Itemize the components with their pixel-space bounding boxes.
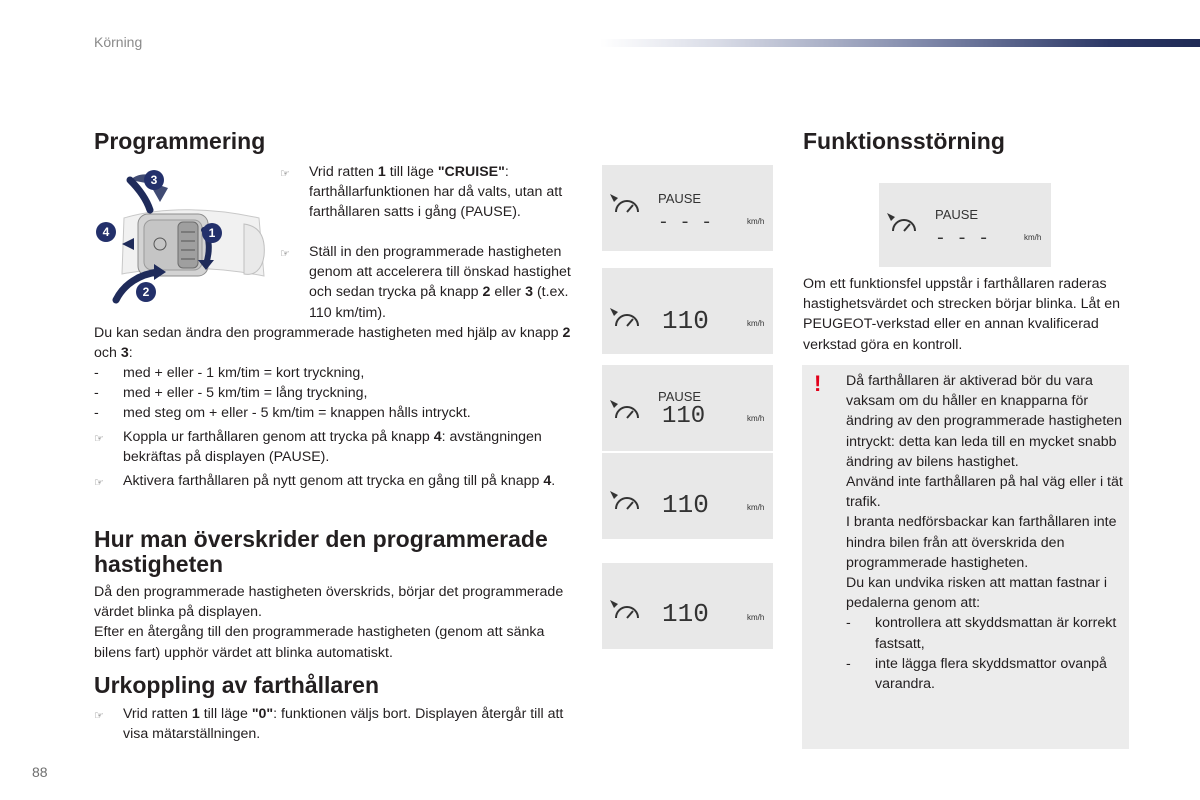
unit-label: km/h <box>1024 233 1042 242</box>
callout-4: 4 <box>96 222 116 242</box>
unit-label: km/h <box>747 414 765 423</box>
adjust-paragraph <box>94 323 574 363</box>
list-item: - inte lägga flera skyddsmattor ovanpå varandra. <box>846 654 1124 694</box>
callout-3: 3 <box>144 170 164 190</box>
header-bar <box>600 39 1200 47</box>
callout-2: 2 <box>136 282 156 302</box>
fault-paragraph: Om ett funktionsfel uppstår i farthållaren raderas hastighetsvärdet och strecken börjar blinka. Låt en PEUGEOT-verkstad eller en annan kvalificerad verkstad göra en kontroll. <box>803 276 1121 353</box>
text: Koppla ur farthållaren genom att trycka på knapp <box>123 429 434 445</box>
speed-readout: 110 <box>662 403 706 430</box>
list-text: med steg om + eller - 5 km/tim = knappen hålls intryckt. <box>123 405 471 422</box>
paragraph: Då den programmerade hastigheten överskrids, börjar det programmerade värdet blinka på displayen. <box>94 584 564 621</box>
text: Du kan sedan ändra den programmerade hastigheten med hjälp av knapp <box>94 325 563 341</box>
list-text: med + eller - 5 km/tim = lång tryckning, <box>123 385 368 402</box>
pause-label: PAUSE <box>658 389 702 404</box>
cruise-stalk-illustration <box>94 166 274 308</box>
speed-readout: 110 <box>662 490 709 520</box>
list-item: - med + eller - 1 km/tim = kort tryckning, <box>94 363 584 383</box>
list-text: inte lägga flera skyddsmattor ovanpå varandra. <box>875 655 1107 693</box>
button-ref: 3 <box>525 284 533 301</box>
list-item: - med + eller - 5 km/tim = lång tryckning, <box>94 383 584 403</box>
text: eller <box>490 284 526 301</box>
paragraph: Du kan undvika risken att mattan fastnar i pedalerna genom att: <box>846 575 1108 612</box>
mode-ref: "CRUISE" <box>437 164 505 180</box>
speed-readout: 110 <box>662 599 709 629</box>
button-ref: 4 <box>433 429 442 445</box>
step-select-cruise <box>280 162 580 223</box>
list-text: kontrollera att skyddsmattan är korrekt fastsatt, <box>875 615 1117 652</box>
list-item: - kontrollera att skyddsmattan är korrekt fastsatt, <box>846 613 1124 653</box>
hand-pointer-icon: ☞ <box>280 168 290 180</box>
text: till läge <box>385 164 438 180</box>
hand-pointer-icon: ☞ <box>94 433 104 445</box>
button-ref: 2 <box>482 284 491 301</box>
step-reactivate <box>94 471 584 493</box>
speed-readout: 110 <box>662 306 709 336</box>
hand-pointer-icon: ☞ <box>94 710 104 722</box>
speed-readout: - - - <box>658 213 713 233</box>
button-ref: 2 <box>562 325 571 341</box>
unit-label: km/h <box>747 613 765 622</box>
text: och <box>94 345 121 362</box>
list-text: med + eller - 1 km/tim = kort tryckning, <box>123 365 365 381</box>
button-ref: 1 <box>377 164 386 180</box>
unit-label: km/h <box>747 217 765 226</box>
text: till läge <box>199 706 252 722</box>
text: Vrid ratten <box>123 706 192 722</box>
text: . <box>551 473 556 489</box>
hand-pointer-icon: ☞ <box>280 248 290 260</box>
text: : funktionen väljs bort. Displayen återgår till att visa mätarställningen. <box>123 706 564 743</box>
step-set-speed <box>280 242 580 323</box>
button-ref: 1 <box>191 706 200 722</box>
pause-label: PAUSE <box>658 191 702 206</box>
page-number: 88 <box>32 764 48 780</box>
step-disconnect <box>94 704 584 744</box>
warning-text <box>846 371 1124 694</box>
cruise-speedometer-icon <box>610 194 638 212</box>
speed-readout: - - - <box>935 229 990 249</box>
button-ref: 4 <box>543 473 552 489</box>
cruise-speedometer-icon <box>610 400 638 418</box>
button-ref: 3 <box>120 345 129 362</box>
unit-label: km/h <box>747 319 765 328</box>
paragraph: Använd inte farthållaren på hal väg eller i tät trafik. <box>846 474 1123 511</box>
display-panel <box>602 453 773 539</box>
adjust-list <box>94 363 584 424</box>
list-item: - med steg om + eller - 5 km/tim = knappen hålls intryckt. <box>94 403 584 423</box>
overspeed-text <box>94 582 584 663</box>
text: Vrid ratten <box>309 164 378 180</box>
section-label: Körning <box>94 34 143 50</box>
pause-label: PAUSE <box>935 207 979 222</box>
paragraph: Efter en återgång till den programmerade hastigheten (genom att sänka bilens fart) upphör värdet att blinka automatiskt. <box>94 624 545 661</box>
display-panel <box>602 563 773 649</box>
overspeed-title: Hur man överskrider den programmerade hastigheten <box>94 526 548 577</box>
hand-pointer-icon: ☞ <box>94 477 104 489</box>
step-disengage <box>94 427 584 467</box>
fault-title: Funktionsstörning <box>803 128 1005 154</box>
exclamation-icon: ! <box>814 371 822 396</box>
display-panel <box>602 165 773 251</box>
cruise-speedometer-icon <box>610 308 638 326</box>
text: : farthållarfunktionen har då valts, utan att farthållaren satts i gång (PAUSE). <box>309 164 563 221</box>
display-panel <box>602 268 773 354</box>
callout-1: 1 <box>202 223 222 243</box>
cruise-speedometer-icon <box>887 213 915 231</box>
mode-ref: "0" <box>251 706 274 722</box>
display-panel <box>602 365 773 451</box>
text: Ställ in den programmerade hastigheten genom att accelerera till önskad hastighet och sedan trycka på knapp <box>309 244 571 301</box>
text: : <box>128 345 133 362</box>
cruise-speedometer-icon <box>610 600 638 618</box>
fault-display-panel <box>879 183 1051 267</box>
text: : avstängningen bekräftas på displayen (PAUSE). <box>123 429 542 466</box>
unit-label: km/h <box>747 503 765 512</box>
cruise-speedometer-icon <box>610 491 638 509</box>
text: (t.ex. 110 km/tim). <box>309 284 569 321</box>
text: Aktivera farthållaren på nytt genom att trycka en gång till på knapp <box>123 473 544 489</box>
disconnect-title: Urkoppling av farthållaren <box>94 672 380 698</box>
programming-title: Programmering <box>94 128 266 154</box>
paragraph: I branta nedförsbackar kan farthållaren inte hindra bilen från att överskrida den programmerade hastigheten. <box>846 514 1117 571</box>
paragraph: Då farthållaren är aktiverad bör du vara vaksam om du håller en knapparna för ändring av den programmerade hastigheten intryckt: detta kan leda till en mycket snabb ändring av bilens hastighet. <box>846 373 1123 470</box>
